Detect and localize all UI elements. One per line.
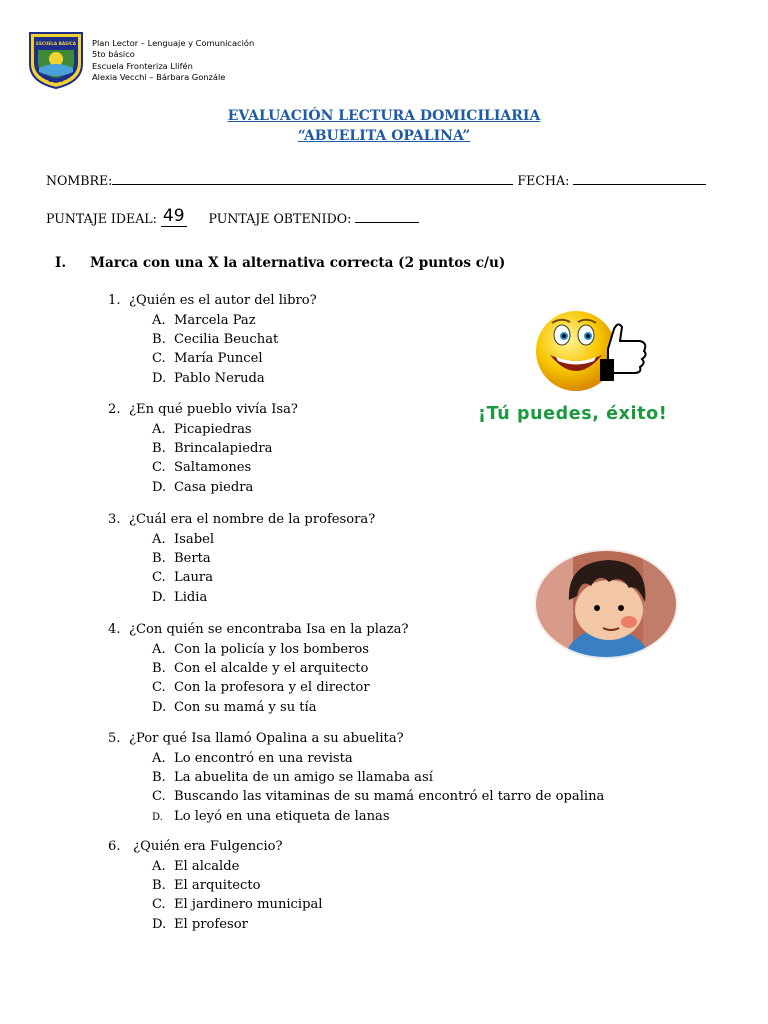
obtained-score-label: PUNTAJE OBTENIDO:: [208, 211, 356, 226]
header-line: Alexia Vecchi – Bárbara Gonzále: [92, 72, 226, 83]
question-6: [108, 839, 283, 854]
section-heading: [55, 255, 505, 271]
school-crest-icon: [27, 30, 85, 90]
option-text: Brincalapiedra: [174, 440, 273, 456]
score-row: [46, 208, 419, 229]
question-text: ¿Con quién se encontraba Isa en la plaza?: [129, 622, 409, 637]
answer-option[interactable]: [152, 751, 353, 766]
option-text: El jardinero municipal: [174, 897, 323, 913]
question-text: ¿En qué pueblo vivía Isa?: [129, 402, 298, 417]
option-letter: A.: [152, 531, 166, 547]
header-line: 5to básico: [92, 49, 135, 60]
question-1: [108, 293, 317, 308]
answer-option[interactable]: [152, 897, 322, 912]
answer-option[interactable]: [152, 700, 317, 715]
name-field[interactable]: [112, 173, 513, 185]
option-letter: D.: [152, 699, 167, 715]
option-text: Lo leyó en una etiqueta de lanas: [174, 808, 390, 824]
option-letter: A.: [152, 421, 166, 437]
answer-option[interactable]: [152, 371, 265, 386]
option-letter: B.: [152, 550, 166, 566]
option-letter: B.: [152, 769, 166, 785]
answer-option[interactable]: [152, 551, 211, 566]
option-letter: A.: [152, 641, 166, 657]
question-text: ¿Quién es el autor del libro?: [129, 293, 317, 308]
question-number: 5.: [108, 731, 121, 746]
answer-option[interactable]: [152, 661, 368, 676]
option-text: Saltamones: [174, 460, 252, 476]
answer-option[interactable]: [152, 789, 604, 804]
answer-option[interactable]: [152, 642, 369, 657]
answer-option[interactable]: [152, 917, 248, 932]
question-text: ¿Quién era Fulgencio?: [129, 839, 283, 854]
name-date-row: [46, 173, 706, 188]
option-letter: B.: [152, 660, 166, 676]
option-text: Isabel: [174, 531, 215, 547]
option-letter: C.: [152, 897, 166, 913]
answer-option[interactable]: [152, 680, 370, 695]
option-letter: B.: [152, 440, 166, 456]
option-text: Laura: [174, 570, 213, 586]
crest-text-bottom: LLIFEN: [48, 78, 64, 83]
option-text: Lidia: [174, 589, 208, 605]
option-text: Pablo Neruda: [174, 370, 265, 386]
header-info: [92, 38, 254, 84]
book-title-text: ABUELITA OPALINA: [303, 128, 463, 144]
answer-option[interactable]: [152, 313, 256, 328]
smiley-thumbs-up-icon: [530, 305, 655, 395]
answer-option[interactable]: [152, 532, 214, 547]
section-instruction: Marca con una X la alternativa correcta (2 puntos c/u): [90, 255, 506, 271]
option-letter: D.: [152, 589, 167, 605]
option-letter: B.: [152, 331, 166, 347]
option-text: Con su mamá y su tía: [174, 699, 317, 715]
option-text: El arquitecto: [174, 877, 261, 893]
question-number: 6.: [108, 839, 121, 854]
option-text: La abuelita de un amigo se llamaba así: [174, 769, 433, 785]
option-letter: A.: [152, 312, 166, 328]
question-number: 2.: [108, 402, 121, 417]
option-letter: D.: [152, 916, 167, 932]
answer-option[interactable]: [152, 570, 213, 585]
option-letter: D.: [152, 811, 163, 823]
option-letter: C.: [152, 680, 166, 696]
option-letter: D.: [152, 370, 167, 386]
question-text: ¿Cuál era el nombre de la profesora?: [129, 512, 376, 527]
option-text: Con la profesora y el director: [174, 680, 370, 696]
answer-option[interactable]: [152, 878, 260, 893]
question-number: 3.: [108, 512, 121, 527]
section-number: I.: [55, 255, 67, 271]
answer-option[interactable]: [152, 441, 272, 456]
answer-option[interactable]: [152, 460, 251, 475]
answer-option[interactable]: [152, 809, 390, 824]
question-text: ¿Por qué Isa llamó Opalina a su abuelita?: [129, 731, 404, 746]
option-text: Casa piedra: [174, 479, 254, 495]
name-label: NOMBRE:: [46, 173, 113, 188]
page-title: EVALUACIÓN LECTURA DOMICILIARIA: [227, 108, 541, 124]
answer-option[interactable]: [152, 351, 263, 366]
question-5: [108, 731, 404, 746]
question-number: 1.: [108, 293, 121, 308]
header-line: Escuela Fronteriza Llifén: [92, 60, 193, 71]
option-letter: C.: [152, 351, 166, 367]
crest-text-top: ESCUELA BASICA: [36, 41, 76, 46]
question-number: 4.: [108, 622, 121, 637]
option-letter: A.: [152, 750, 166, 766]
option-text: El profesor: [174, 916, 248, 932]
option-text: Lo encontró en una revista: [174, 750, 353, 766]
option-text: Buscando las vitaminas de su mamá encontró el tarro de opalina: [174, 789, 605, 805]
answer-option[interactable]: [152, 590, 207, 605]
ideal-score-value: 49: [162, 206, 185, 226]
option-letter: D.: [152, 479, 167, 495]
encouragement-text: ¡Tú puedes, éxito!: [478, 404, 668, 424]
option-text: Con la policía y los bomberos: [174, 641, 369, 657]
obtained-score-field[interactable]: [355, 211, 419, 223]
answer-option[interactable]: [152, 332, 278, 347]
question-4: [108, 622, 408, 637]
question-3: [108, 512, 375, 527]
option-text: Marcela Paz: [174, 312, 256, 328]
question-2: [108, 402, 298, 417]
option-letter: C.: [152, 570, 166, 586]
header-line: Plan Lector – Lenguaje y Comunicación: [92, 38, 255, 48]
answer-option[interactable]: [152, 859, 239, 874]
close-quote: ”: [462, 128, 471, 144]
book-title: [0, 128, 768, 144]
open-quote: “: [297, 128, 304, 144]
option-letter: C.: [152, 460, 166, 476]
answer-option[interactable]: [152, 770, 433, 785]
ideal-score-label: PUNTAJE IDEAL:: [46, 211, 157, 226]
option-text: Con el alcalde y el arquitecto: [174, 660, 369, 676]
option-text: Cecilia Beuchat: [174, 331, 279, 347]
date-label: FECHA:: [513, 173, 574, 188]
option-letter: C.: [152, 789, 166, 805]
option-letter: A.: [152, 858, 166, 874]
option-text: María Puncel: [174, 351, 263, 367]
option-text: Berta: [174, 550, 211, 566]
option-text: El alcalde: [174, 858, 240, 874]
date-field[interactable]: [573, 173, 706, 185]
option-text: Picapiedras: [174, 421, 252, 437]
child-illustration-icon: [533, 548, 679, 660]
answer-option[interactable]: [152, 422, 252, 437]
answer-option[interactable]: [152, 480, 253, 495]
option-letter: B.: [152, 877, 166, 893]
